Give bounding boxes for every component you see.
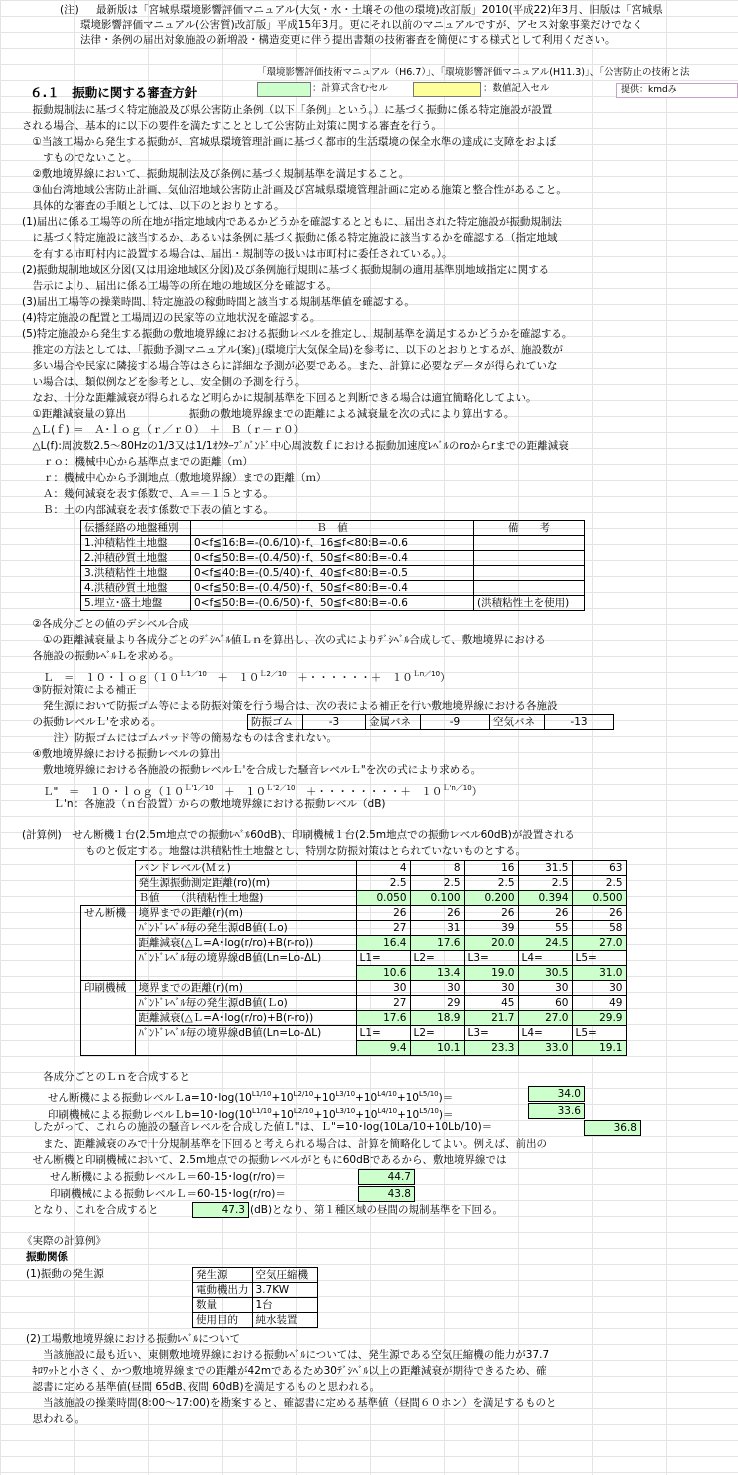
table-cell: 4 <box>356 861 410 876</box>
body-line: ①距離減衰量の算出 振動の敷地境界線までの距離による減衰量を次の式により算出する。 <box>22 408 515 420</box>
legend-calc-swatch <box>257 82 311 97</box>
table-row <box>81 951 627 966</box>
boundary-title: ④敷地境界線における振動レベルの算出 <box>22 748 221 760</box>
table-cell: 使用目的 <box>193 1313 253 1328</box>
provider-tag: 提供：kmdみ <box>616 83 738 98</box>
body-line: 多い場合や民家に隣接する場合等はさらに詳細な予測が必要である。また、計算に必要なデータが得られていな <box>22 360 558 372</box>
calc-cell: 31.0 <box>572 966 626 981</box>
body-line: に基づく特定施設に該当するか、あるいは条例に基づく振動に係る特定施設に該当するかを確認する（指定地域 <box>22 232 558 244</box>
table-cell: L3= <box>464 951 518 966</box>
table-cell: 55 <box>518 921 572 936</box>
table-row <box>81 996 627 1011</box>
row-label: 境界までの距離(r)(m) <box>135 981 356 996</box>
table-cell: 2.5 <box>410 876 464 891</box>
table-cell: -3 <box>303 715 366 730</box>
table-row <box>81 921 627 936</box>
table-cell: 1.沖積粘性土地盤 <box>81 536 191 551</box>
row-label: ﾊﾞﾝﾄﾞﾚﾍﾞﾙ毎の発生源dB値(Ｌo) <box>135 921 356 936</box>
formula-exponent: L4/10 <box>377 1107 398 1115</box>
table-cell: L4= <box>518 951 572 966</box>
table-cell: L1= <box>356 951 410 966</box>
formula-exponent: Ｌ'n／10 <box>442 784 472 792</box>
body-line: (2)振動規制地域区分図(又は用途地域区分図)及び条例施行規則に基づく振動規制の適用基準別地域指定に関する <box>22 264 550 276</box>
calc-cell: 10.1 <box>410 1041 464 1056</box>
synthesis-title: 各成分ごとのＬｎを合成すると <box>22 1071 190 1083</box>
actual-text: 認書に定める基準値(昼間 65dB､夜間 60dB)を満足するものと思われる。 <box>22 1381 381 1393</box>
boundary-text: 敷地境界線における各施設の振動レベルＬ'を合成した騒音レベルＬ"を次の式により求める。 <box>22 764 482 776</box>
actual-example-title: 《実際の計算例》 <box>22 1235 106 1247</box>
formula-exponent: L5/10 <box>419 1107 439 1115</box>
table-header: Ｂ 値 <box>191 521 474 536</box>
calc-cell: 10.6 <box>356 966 410 981</box>
calculation-table <box>80 860 627 1056</box>
simplified-m2-result: 43.8 <box>358 1186 415 1202</box>
vibration-source-table <box>192 1267 318 1328</box>
calc-cell: 19.1 <box>572 1041 626 1056</box>
simplified-conclusion-end: (dB)となり、第１種区域の昼間の規制基準を下回る。 <box>250 1204 504 1216</box>
table-row <box>81 861 627 876</box>
calc-cell: 13.4 <box>410 966 464 981</box>
calc-cell: 9.4 <box>356 1041 410 1056</box>
table-cell: 3.7KW <box>252 1283 317 1298</box>
simplified-text: また、距離減衰のみで十分規制基準を下回ると考えられる場合は、計算を簡略化してよい。例えば、前出の <box>22 1138 547 1150</box>
table-row <box>81 981 627 996</box>
calc-cell: 30.5 <box>518 966 572 981</box>
row-label: 距離減衰(△Ｌ=A･log(r/ro)+B(r-ro)) <box>135 936 356 951</box>
row-label: ﾊﾞﾝﾄﾞﾚﾍﾞﾙ毎の境界線dB値(Ln=Lo-ΔL) <box>135 951 356 981</box>
anti-vibration-text: 発生源において防振ゴム等による防振対策を行う場合は、次の表による補正を行い敷地境界線における各施設 <box>22 700 558 712</box>
table-row <box>81 581 585 596</box>
table-header: 伝播経路の地盤種別 <box>81 521 191 536</box>
table-cell: -13 <box>545 715 614 730</box>
body-line: すものでないこと。 <box>22 152 138 164</box>
anti-vibration-note: 注）防振ゴムにはゴムパッド等の簡易なものは含まれない。 <box>22 732 337 744</box>
boundary-formula <box>22 781 482 796</box>
table-cell: L2= <box>410 1026 464 1041</box>
lb-result-cell: 33.6 <box>528 1103 585 1119</box>
table-cell: L2= <box>410 951 464 966</box>
table-row <box>81 551 585 566</box>
table-cell: 45 <box>464 996 518 1011</box>
formula-part: ） <box>471 786 483 798</box>
table-cell: 防振ゴム <box>248 715 303 730</box>
formula-exponent: Ｌn／10 <box>412 670 441 678</box>
calc-cell: 27.0 <box>518 1011 572 1026</box>
calc-cell: 23.3 <box>464 1041 518 1056</box>
table-cell: 26 <box>464 906 518 921</box>
body-line: なお、十分な距離減衰が得られるなど明らかに規制基準を下回ると判断できる場合は適宜簡略化してよい。 <box>22 392 537 404</box>
calc-cell: 17.6 <box>410 936 464 951</box>
table-row <box>81 891 627 906</box>
table-cell: 0<f≦50:B=-(0.6/50)･f、50≦f<80:B=-0.6 <box>191 596 474 611</box>
calc-cell: 24.5 <box>518 936 572 951</box>
table-cell: 2.5 <box>572 876 626 891</box>
table-row <box>81 936 627 951</box>
anti-vibration-text: の振動レベルＬ'を求める。 <box>22 716 162 728</box>
formula-part: Ｌ" ＝ １０・ｌｏｇ（１０ <box>22 786 185 798</box>
actual-text: 当該施設に最も近い、東側敷地境界線における振動ﾚﾍﾞﾙについては、発生源である空気圧縮機の能力が37.7 <box>22 1349 550 1361</box>
synthesis-lb: 印刷機械による振動レベルＬb=10･$\log(10^{L1/10}+10^{L2/10}+10^{L3/10}+10^{L4/10}+10^{L5/10})=$ <box>48 1107 454 1121</box>
table-cell: 5.埋立･盛土地盤 <box>81 596 191 611</box>
calc-cell: 0.050 <box>356 891 410 906</box>
row-label: バンドレベル(Ｍｚ) <box>135 861 356 876</box>
table-cell: 26 <box>410 906 464 921</box>
table-row <box>193 1283 318 1298</box>
table-cell: 0<f≦50:B=-(0.4/50)･f、50≦f<80:B=-0.4 <box>191 551 474 566</box>
table-cell: 31.5 <box>518 861 572 876</box>
body-line: い場合は、類似例などを参考とし、安全側の予測を行う。 <box>22 376 306 388</box>
formula-part: ） <box>440 672 451 684</box>
table-cell: 0<f≦16:B=-(0.6/10)･f、16≦f<80:B=-0.6 <box>191 536 474 551</box>
table-cell: 49 <box>572 996 626 1011</box>
total-result-cell: 36.8 <box>584 1120 641 1136</box>
table-cell: 63 <box>572 861 626 876</box>
table-cell: 4.洪積砂質土地盤 <box>81 581 191 596</box>
calc-cell: 16.4 <box>356 936 410 951</box>
calc-cell: 0.100 <box>410 891 464 906</box>
decibel-formula <box>22 667 451 682</box>
formula-part: ＋ １０ <box>206 672 260 684</box>
table-cell: 30 <box>518 981 572 996</box>
la-result-cell: 34.0 <box>528 1086 585 1102</box>
body-line: △L(f):周波数2.5～80Hzの1/3又は1/1ｵｸﾀｰﾌﾞﾊﾞﾝﾄﾞ中心周波数ｆにおける振動加速度ﾚﾍﾞﾙのroからrまでの距離減衰 <box>22 440 569 452</box>
body-line: (3)届出工場等の操業時間、特定施設の稼動時間と該当する規制基準値を確認する。 <box>22 296 415 308</box>
table-cell <box>474 581 585 596</box>
formula-exponent: L3/10 <box>335 1090 356 1098</box>
table-row <box>248 715 614 730</box>
formula-exponent: L2/10 <box>293 1090 314 1098</box>
body-line: ｒ：機械中心から予測地点（敷地境界線）までの距離（ｍ） <box>22 472 327 484</box>
body-line: ②敷地境界線において、振動規制法及び条例に基づく規制基準を満足すること。 <box>22 168 410 180</box>
table-cell: 26 <box>572 906 626 921</box>
note-line-3: 法律・条例の届出対象施設の新増設・構造変更に伴う提出書類の技術審査を簡便にする様式として利用ください。 <box>80 34 616 46</box>
table-header: 備 考 <box>474 521 585 536</box>
row-label: ﾊﾞﾝﾄﾞﾚﾍﾞﾙ毎の発生源dB値(Ｌo) <box>135 996 356 1011</box>
formula-part: Ｌ ＝ １０・ｌｏｇ（１０ <box>22 672 180 684</box>
body-line: (5)特定施設から発生する振動の敷地境界線における振動レベルを推定し、規制基準を満足するかどうかを確認する。 <box>22 328 573 340</box>
calc-cell: 19.0 <box>464 966 518 981</box>
calc-cell: 18.9 <box>410 1011 464 1026</box>
table-cell: (洪積粘性土を使用) <box>474 596 585 611</box>
table-cell: 2.沖積砂質土地盤 <box>81 551 191 566</box>
table-cell <box>474 536 585 551</box>
synthesis-la: せん断機による振動レベルＬa=10･$\log(10^{L1/10}+10^{L2/10}+10^{L3/10}+10^{L4/10}+10^{L5/10})=$ <box>48 1090 454 1104</box>
source-label: (1)振動の発生源 <box>26 1268 104 1280</box>
body-line: (4)特定施設の配置と工場周辺の民家等の立地状況を確認する。 <box>22 312 321 324</box>
calc-cell: 27.0 <box>572 936 626 951</box>
table-cell: 27 <box>356 921 410 936</box>
calc-cell: 29.9 <box>572 1011 626 1026</box>
formula-exponent: L2/10 <box>293 1107 314 1115</box>
soil-b-value-table <box>80 520 585 611</box>
table-cell: 58 <box>572 921 626 936</box>
calc-cell: 0.200 <box>464 891 518 906</box>
simplified-text: せん断機と印刷機械において、2.5m地点での振動レベルがともに60dBであるから、敷地境界線では <box>22 1154 507 1166</box>
table-row <box>193 1298 318 1313</box>
formula-exponent: L1/10 <box>252 1107 272 1115</box>
decibel-text: 各施設の振動ﾚﾍﾞﾙＬを求める。 <box>22 650 180 662</box>
table-row <box>193 1268 318 1283</box>
synthesis-total-text: したがって、これらの施設の騒音レベルを合成した値Ｌ"は、Ｌ"=10･log(10La/10+10Lb/10)＝ <box>22 1121 493 1133</box>
table-cell: 31 <box>410 921 464 936</box>
formula-exponent: L5/10 <box>419 1090 439 1098</box>
table-cell: 2.5 <box>518 876 572 891</box>
formula-exponent: L1/10 <box>251 1090 272 1098</box>
combined-result: 47.3 <box>192 1202 249 1218</box>
calc-cell: 20.0 <box>464 936 518 951</box>
decibel-text: ①の距離減衰量より各成分ごとのﾃﾞｼﾍﾞﾙ値Ｌｎを算出し、次の式によりﾃﾞｼﾍﾞﾙ合成して、敷地境界における <box>22 634 546 646</box>
table-cell: 1台 <box>252 1298 317 1313</box>
actual-text: 思われる。 <box>22 1413 85 1425</box>
table-row <box>81 596 585 611</box>
formula-exponent: L3/10 <box>335 1107 356 1115</box>
table-row <box>81 1026 627 1041</box>
table-cell: 数量 <box>193 1298 253 1313</box>
anti-vibration-correction-table <box>247 714 614 730</box>
note-line-2: 環境影響評価マニュアル(公害質)改訂版」平成15年3月。更にそれ以前のマニュアルですが、アセス対象事業だけでなく <box>80 19 643 31</box>
table-cell: 0<f≦40:B=-(0.5/40)･f、40≦f<80:B=-0.5 <box>191 566 474 581</box>
reference-manuals: 「環境影響評価技術マニュアル（H6.7）」、「環境影響評価マニュアル(H11.3)」、「公害防止の技術と法 <box>257 67 690 78</box>
row-label: Ｂ値 （洪積粘性土地盤) <box>135 891 356 906</box>
row-label: 発生源振動測定距離(ro)(m) <box>135 876 356 891</box>
formula-exponent: Ｌ2／10 <box>259 670 287 678</box>
body-line: ①当該工場から発生する振動が、宮城県環境管理計画に基づく都市的生活環境の保全水準の達成に支障をおよぼ <box>22 136 557 148</box>
calc-cell: 0.394 <box>518 891 572 906</box>
body-line: される場合、基本的に以下の要件を満たすこととして公害防止対策に関する審査を行う。 <box>22 120 442 132</box>
table-cell: 電動機出力 <box>193 1283 253 1298</box>
table-cell: -9 <box>421 715 490 730</box>
example-text: ものと仮定する。地盤は洪積粘性土地盤とし、特別な防振対策はとられていないものとする。 <box>22 845 526 857</box>
table-row <box>81 906 627 921</box>
legend-input-label: ：数値記入セル <box>483 83 550 94</box>
table-cell <box>474 566 585 581</box>
body-line: 振動規制法に基づく特定施設及び県公害防止条例（以下「条例」という。）に基づく振動に係る特定施設が設置 <box>22 104 553 116</box>
body-line: (1)届出に係る工場等の所在地が指定地域内であるかどうかを確認するとともに、届出された特定施設が振動規制法 <box>22 216 562 228</box>
table-cell: 8 <box>410 861 464 876</box>
table-cell: 29 <box>410 996 464 1011</box>
table-cell: 30 <box>572 981 626 996</box>
formula-distance-attenuation: △Ｌ(ｆ) ＝ Ａ･ｌｏｇ（ｒ／ｒ０） ＋ Ｂ（ｒ－ｒ０） <box>22 424 305 436</box>
formula-exponent: Ｌ'1／10 <box>184 784 214 792</box>
table-row <box>81 566 585 581</box>
formula-part: 印刷機械による振動レベルＬb=10･log(10 <box>48 1109 253 1121</box>
table-cell: 2.5 <box>356 876 410 891</box>
boundary-note: Ｌ'n：各施設（ｎ台設置）からの敷地境界線における振動レベル（dB) <box>22 798 386 810</box>
body-line: 具体的な審査の手順としては、以下のとおりとする。 <box>22 200 285 212</box>
body-line: を有する市町村内に設置する場合は、届出・規制等の扱いは市町村に委任されている。）。 <box>22 248 453 260</box>
row-label: 境界までの距離(r)(m) <box>135 906 356 921</box>
formula-part: せん断機による振動レベルＬa=10･log(10 <box>48 1092 252 1104</box>
section-heading: ６.１ 振動に関する審査方針 <box>30 85 198 100</box>
simplified-m1: せん断機による振動レベルＬ＝60-15･log(r/ro)＝ <box>50 1171 286 1183</box>
body-line: 告示により、届出に係る工場等の所在地の地域区分を確認する。 <box>22 280 337 292</box>
formula-exponent: L4/10 <box>377 1090 397 1098</box>
formula-part: ＋・・・・・・＋ １０ <box>286 672 413 684</box>
body-line: Ａ：幾何減衰を表す係数で、Ａ＝－１５とする。 <box>22 488 274 500</box>
calc-cell: 17.6 <box>356 1011 410 1026</box>
table-cell: 30 <box>464 981 518 996</box>
boundary-level-heading: (2)工場敷地境界線における振動ﾚﾍﾞﾙについて <box>26 1333 241 1345</box>
body-line: ③仙台湾地域公害防止計画、気仙沼地域公害防止計画及び宮城県環境管理計画に定める施策と整合性があること。 <box>22 184 567 196</box>
calc-cell: 21.7 <box>464 1011 518 1026</box>
table-cell: 27 <box>356 996 410 1011</box>
table-cell: L4= <box>518 1026 572 1041</box>
note-line-1: 最新版は「宮城県環境影響評価マニュアル(大気・水・土壌その他の環境)改訂版」2010(平成22)年3月、旧版は「宮城県 <box>96 4 663 16</box>
table-cell: 3.洪積粘性土地盤 <box>81 566 191 581</box>
table-cell: 16 <box>464 861 518 876</box>
table-cell: L5= <box>572 1026 626 1041</box>
table-cell: 39 <box>464 921 518 936</box>
table-row <box>81 876 627 891</box>
table-cell: 0<f≦50:B=-(0.4/50)･f、50≦f<80:B=-0.4 <box>191 581 474 596</box>
row-label: ﾊﾞﾝﾄﾞﾚﾍﾞﾙ毎の境界線dB値(Ln=Lo-ΔL) <box>135 1026 356 1056</box>
formula-part: ＋・・・・・・・・＋ １０ <box>295 786 443 798</box>
table-cell <box>474 551 585 566</box>
table-cell: 空気圧縮機 <box>252 1268 317 1283</box>
body-line: Ｂ：土の内部減衰を表す係数で下表の値とする。 <box>22 504 274 516</box>
machine-label: せん断機 <box>81 906 136 981</box>
table-cell: 30 <box>356 981 410 996</box>
row-label: 距離減衰(△Ｌ=A･log(r/ro)+B(r-ro)) <box>135 1011 356 1026</box>
body-line: 推定の方法としては、｢振動予測マニュアル(案)｣(環境庁大気保全局)を参考に、以下のとおりとするが、施設数が <box>22 344 563 356</box>
formula-part: ＋ １０ <box>213 786 267 798</box>
anti-vibration-title: ③防振対策による補正 <box>22 684 137 696</box>
table-cell: L3= <box>464 1026 518 1041</box>
table-row <box>81 1011 627 1026</box>
simplified-conclusion: となり、これを合成すると <box>22 1204 159 1216</box>
table-header-row <box>81 521 585 536</box>
table-cell: 30 <box>410 981 464 996</box>
actual-text: ｷﾛﾜｯﾄと小さく、かつ敷地境界線までの距離が42mであるため30ﾃﾞｼﾍﾞﾙ以上の距離減衰が期待できるため、確 <box>22 1365 547 1377</box>
table-cell: L1= <box>356 1026 410 1041</box>
table-cell: 金属バネ <box>366 715 421 730</box>
legend-calc-label: ：計算式含むセル <box>312 83 389 94</box>
decibel-title: ②各成分ごとの値のデシベル合成 <box>22 618 189 630</box>
formula-exponent: Ｌ1／10 <box>179 670 207 678</box>
note-label: (注) <box>60 4 79 16</box>
body-line: ｒｏ：機械中心から基準点までの距離（ｍ） <box>22 456 253 468</box>
table-row <box>193 1313 318 1328</box>
actual-section: 振動関係 <box>26 1251 68 1263</box>
legend-input-swatch <box>413 82 481 97</box>
example-text: (計算例) せん断機１台(2.5m地点での振動ﾚﾍﾞﾙ60dB)、印刷機械１台(2.5m地点での振動レベル60dB)が設置される <box>22 829 575 841</box>
actual-text: 当該施設の操業時間(8:00～17:00)を勘案すると、確認書に定める基準値（昼間６０ホン）を満足するものと <box>22 1397 557 1409</box>
calc-cell: 0.500 <box>572 891 626 906</box>
table-cell: 60 <box>518 996 572 1011</box>
table-cell: 空気バネ <box>490 715 545 730</box>
machine-label: 印刷機械 <box>81 981 136 1056</box>
formula-exponent: Ｌ'2／10 <box>266 784 296 792</box>
table-cell: L5= <box>572 951 626 966</box>
simplified-m2: 印刷機械による振動レベルＬ＝60-15･log(r/ro)＝ <box>50 1188 286 1200</box>
table-cell: 2.5 <box>464 876 518 891</box>
table-cell: 26 <box>356 906 410 921</box>
simplified-m1-result: 44.7 <box>358 1169 415 1185</box>
calc-cell: 33.0 <box>518 1041 572 1056</box>
table-cell: 純水装置 <box>252 1313 317 1328</box>
table-row <box>81 536 585 551</box>
table-cell: 26 <box>518 906 572 921</box>
table-cell: 発生源 <box>193 1268 253 1283</box>
